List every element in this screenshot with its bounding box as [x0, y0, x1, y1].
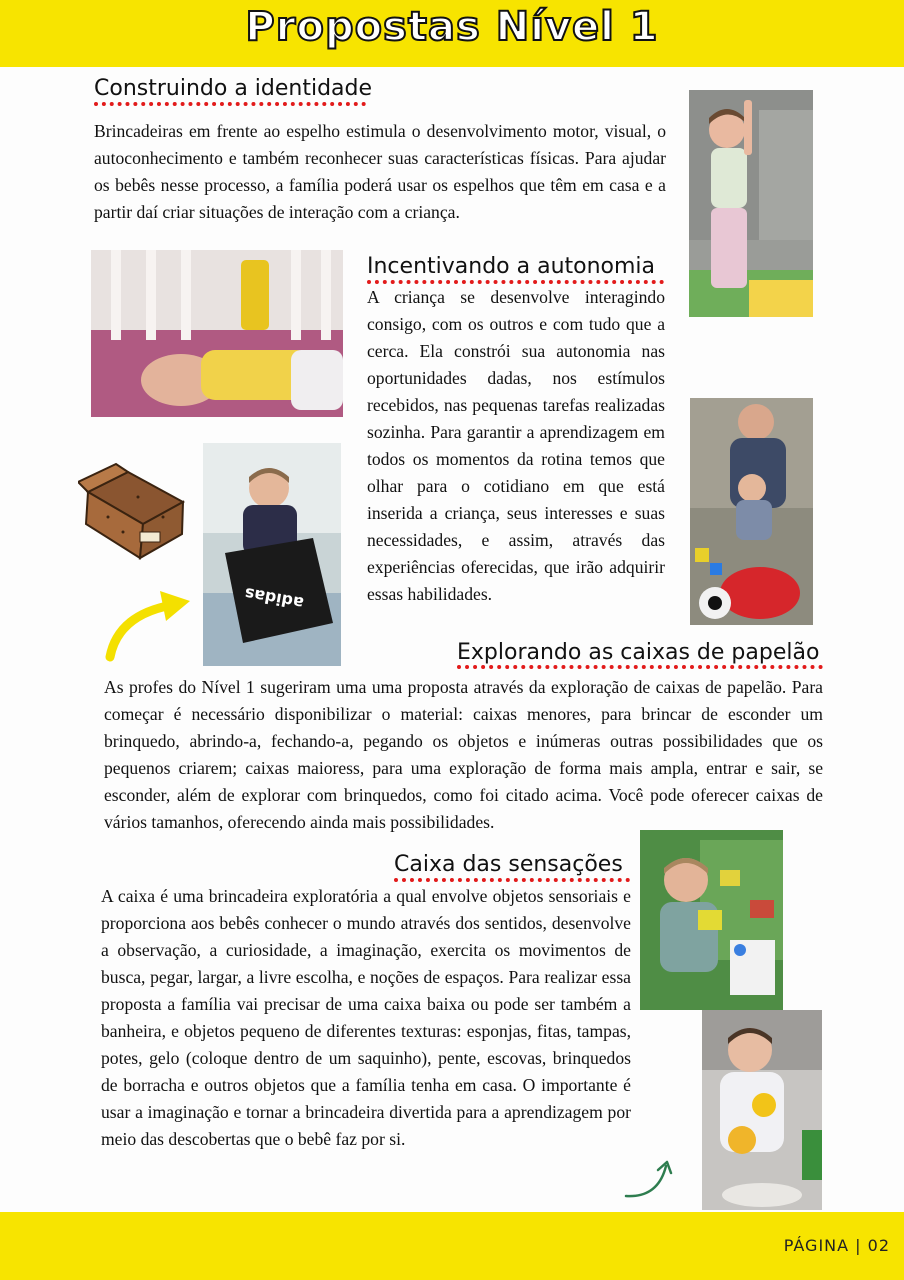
photo-baby-crib — [91, 250, 343, 417]
heading-underline — [457, 665, 823, 669]
heading-explorando-caixas: Explorando as caixas de papelão — [457, 640, 820, 665]
paragraph-caixas: As profes do Nível 1 sugeriram uma uma proposta através da exploração de caixas de papelão. Para começar é necessário disponibilizar o material: caixas menores, para brincar de esconder um brinquedo, abrindo-a, fechando-a, pegando os objetos e inúmeras outras possibilidades que os pequenos criarem; caixas maioress, para uma exploração de forma mais ampla, entrar e sair, se esconder, além de explorar com brinquedos, como foi citado acima. Você pode oferecer caixas de vários tamanhos, oferecendo ainda mais possibilidades. — [104, 677, 823, 832]
shoebox-brand-label: adidas — [243, 583, 306, 613]
photo-baby-sensory-mat — [640, 830, 783, 1010]
green-arrow-icon — [624, 1158, 674, 1202]
heading-caixa-sensacoes: Caixa das sensações — [394, 852, 623, 877]
photo-dad-with-baby — [690, 398, 813, 625]
heading-underline — [94, 102, 366, 106]
photo-baby-plastic-toys — [702, 1010, 822, 1210]
footer-bar — [0, 1212, 904, 1280]
paragraph-sensacoes: A caixa é uma brincadeira exploratória a qual envolve objetos sensoriais e proporciona aos bebês conhecer o mundo através dos sentidos, desenvolve a observação, a curiosidade, a imaginação, exercita os movimentos de busca, pegar, largar, a livre escolha, e noções de espaços. Para realizar essa proposta a família vai precisar de uma caixa baixa ou pode ser também a banheira, e objetos pequeno de diferentes texturas: esponjas, fitas, tampas, potes, gelo (coloque dentro de um saquinho), pente, escovas, brinquedos de borracha e outros objetos que a família tenha em casa. O importante é usar a imaginação e tornar a brincadeira divertida para a aprendizagem por meio das descobertas que o bebê faz por si. — [101, 886, 631, 1149]
photo-baby-shoebox — [203, 443, 341, 666]
heading-incentivando-autonomia: Incentivando a autonomia — [367, 254, 656, 279]
page-number: PÁGINA | 02 — [783, 1236, 890, 1255]
heading-construindo-identidade: Construindo a identidade — [94, 76, 373, 101]
photo-baby-standing — [689, 90, 813, 317]
heading-underline — [394, 878, 630, 882]
paragraph-identidade: Brincadeiras em frente ao espelho estimula o desenvolvimento motor, visual, o autoconhecimento e também reconhecer suas características físicas. Para ajudar os bebês nesse processo, a família poderá usar os espelhos que têm em casa e a partir daí criar situações de interação com a criança. — [94, 121, 666, 222]
page-title: Propostas Nível 1 — [245, 4, 659, 50]
paragraph-autonomia: A criança se desenvolve interagindo consigo, com os outros e com tudo que a cerca. Ela constrói sua autonomia nas oportunidades dadas, nos estímulos recebidos, nas pequenas tarefas realizadas sozinha. Para garantir a aprendizagem em todos os momentos da rotina temos que olhar para o cotidiano em que está inserida a criança, seus interesses e suas necessidades, e assim, através das experiências oferecidas, que irão adquirir essas habilidades. — [367, 287, 665, 604]
yellow-arrow-icon — [100, 585, 195, 665]
cardboard-box-illustration — [78, 462, 188, 560]
